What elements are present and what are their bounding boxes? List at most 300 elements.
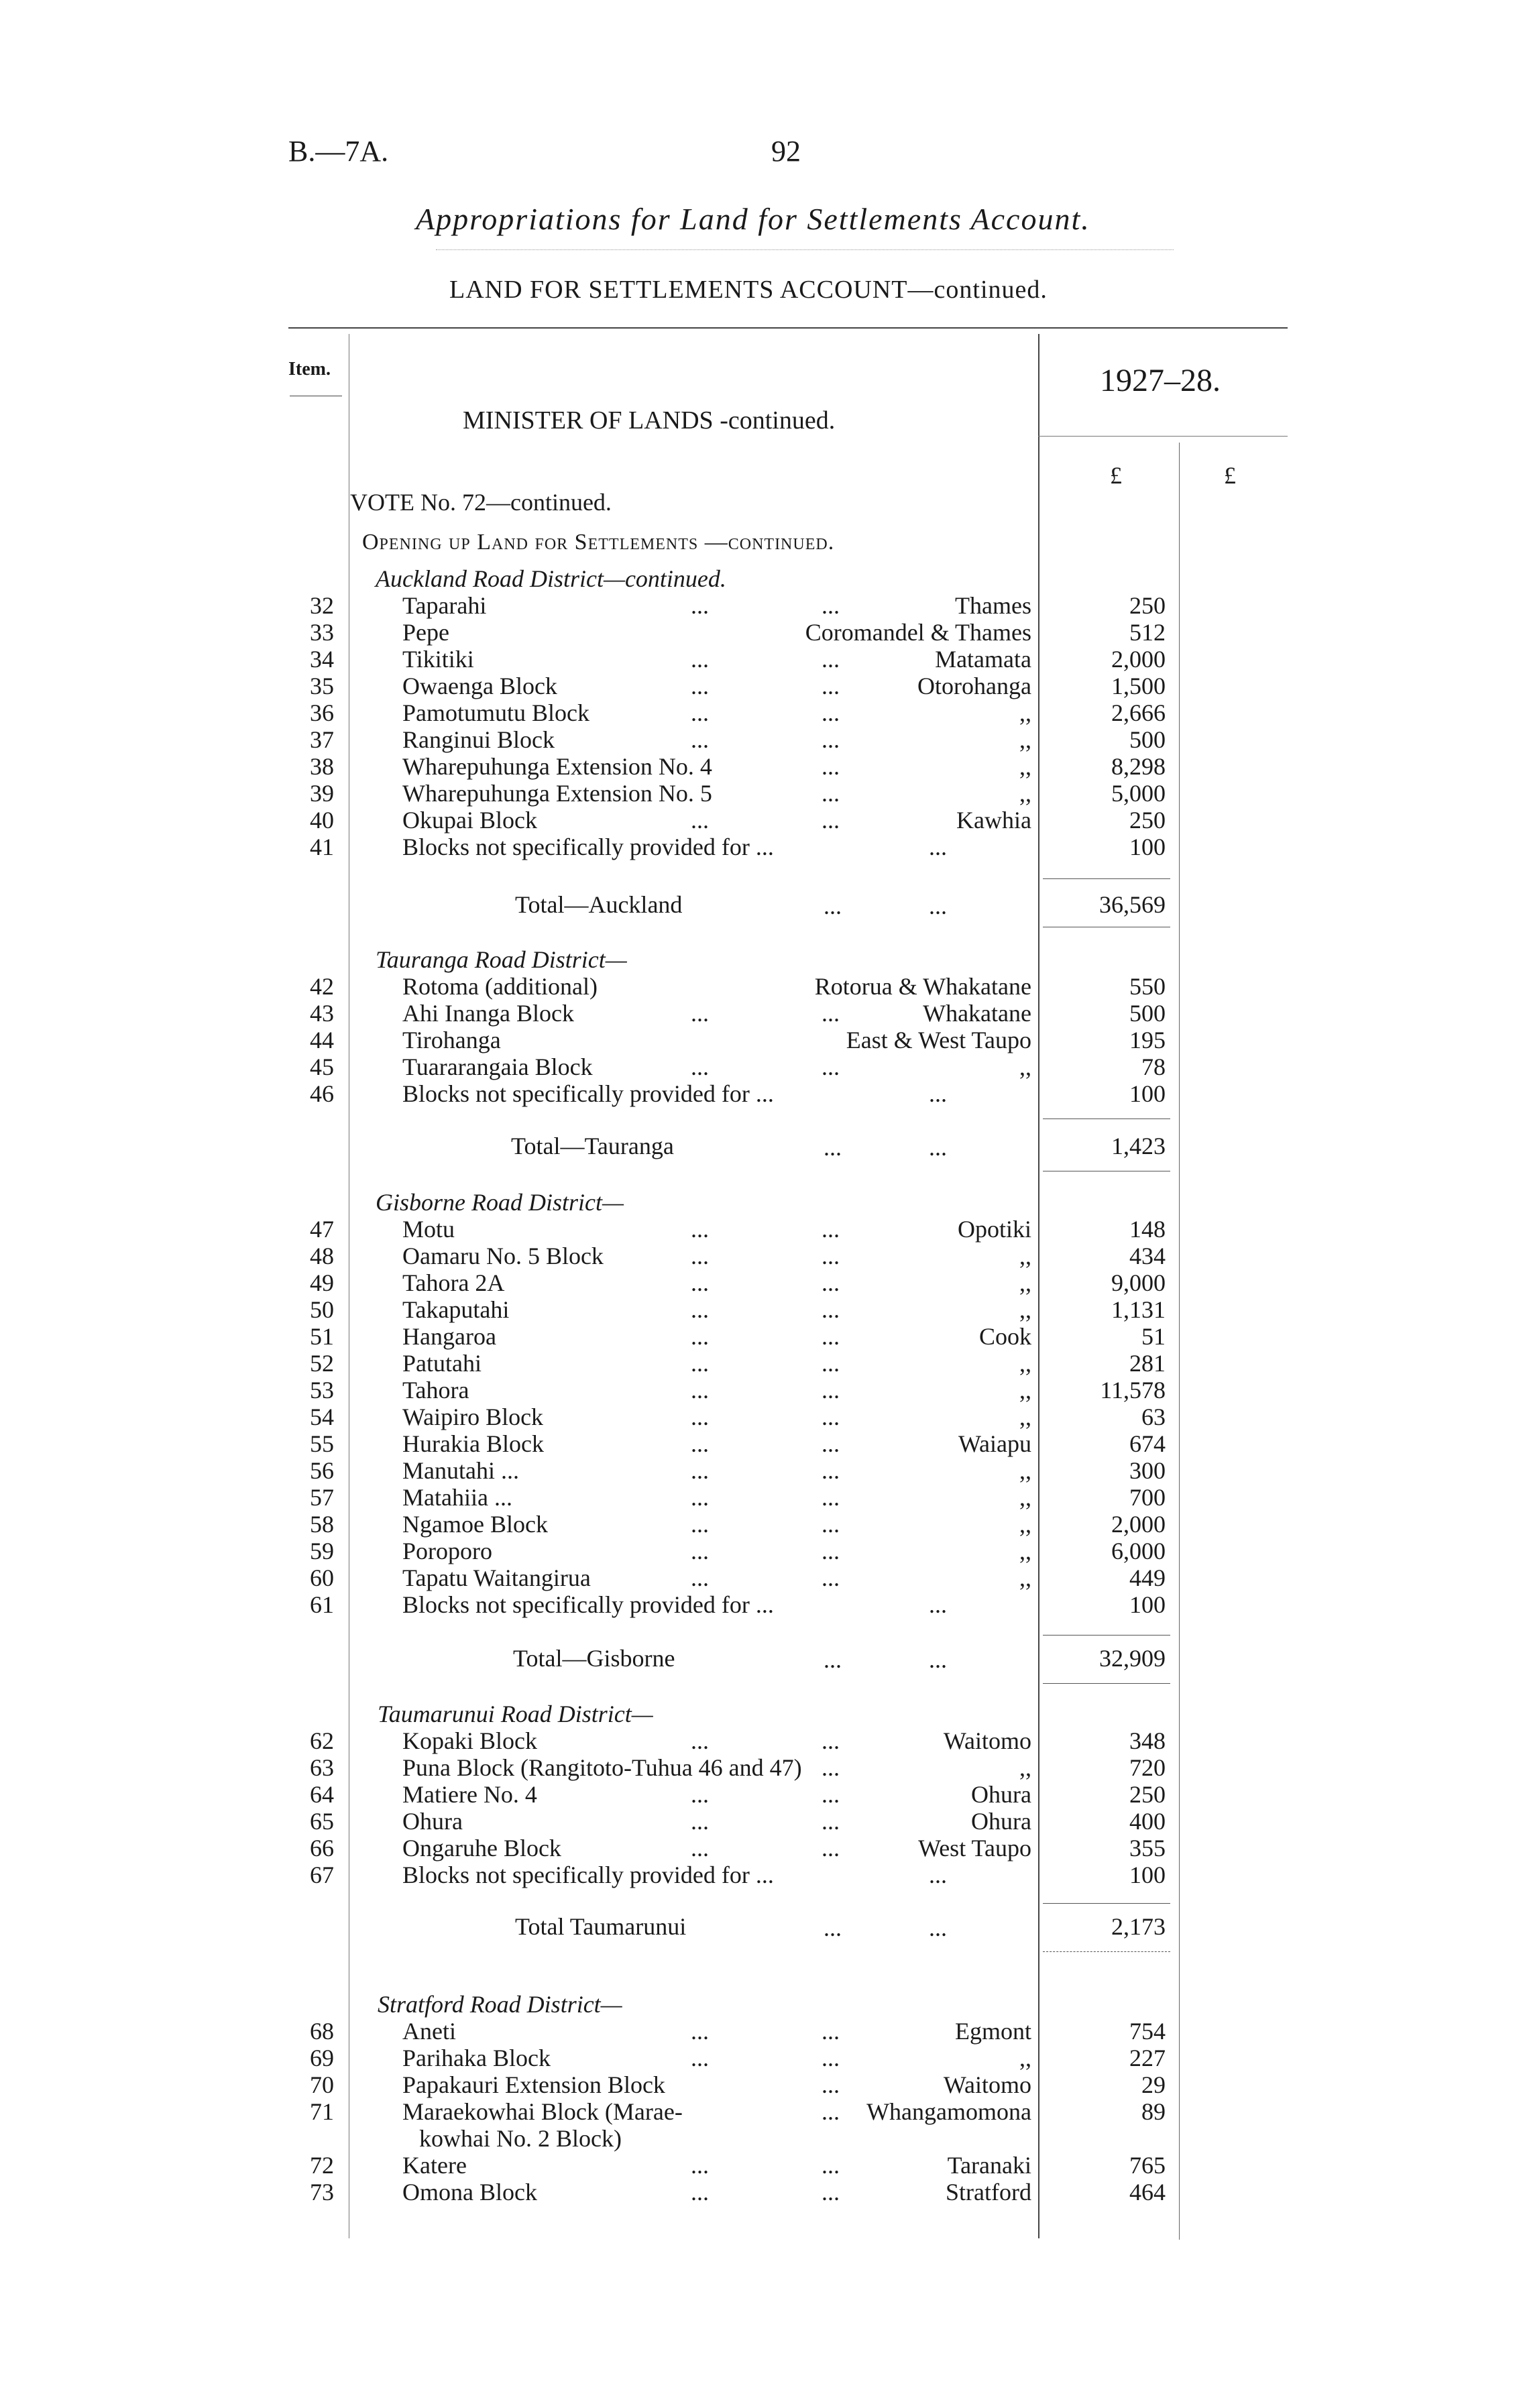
leader-dots: ... [822,2045,840,2071]
leader-dots: ... [822,673,840,699]
land-block-name: Pepe [402,619,449,646]
item-number: 68 [310,2018,334,2045]
district-name: ,, [1019,2045,1031,2071]
doc-ref: B.—7A. [288,135,389,168]
district-name: ,, [1019,1269,1031,1296]
leader-dots: ... [822,2018,840,2045]
leader-dots: ... [691,2045,709,2071]
district-name: ,, [1019,1053,1031,1080]
leader-dots: ... [691,1835,709,1861]
item-number: 66 [310,1835,334,1861]
item-number: 71 [310,2098,334,2125]
leader-dots: ... [822,1430,840,1457]
table-row [0,1430,1521,1456]
district-name: Waiapu [958,1430,1031,1457]
item-number: 34 [310,646,334,673]
table-row [0,1403,1521,1430]
leader-dots: ... [822,2152,840,2179]
district-name: Kawhia [956,807,1031,834]
item-number: 59 [310,1538,334,1564]
amount-value: 29 [1141,2071,1166,2098]
item-number: 62 [310,1727,334,1754]
land-block-name: Ngamoe Block [402,1511,548,1538]
total-dots: ... [929,893,947,919]
land-block-name: Wharepuhunga Extension No. 5 [402,780,712,807]
land-block-name: Patutahi [402,1350,482,1377]
total-label-taumarunui: Total Taumarunui [515,1913,687,1940]
leader-dots: ... [822,1457,840,1484]
table-row [0,999,1521,1026]
district-name: Ohura [971,1808,1031,1835]
minister-header: MINISTER OF LANDS -continued. [463,406,836,435]
table-row [0,672,1521,699]
land-block-name: Blocks not specifically provided for ... [402,834,774,860]
item-number: 51 [310,1323,334,1350]
land-block-name: Okupai Block [402,807,537,834]
district-name: Stratford [946,2179,1031,2205]
district-name: Waitomo [943,1727,1031,1754]
amount-value: 300 [1129,1457,1166,1484]
land-block-name: Pamotumutu Block [402,699,589,726]
land-block-name: Wharepuhunga Extension No. 4 [402,753,712,780]
leader-dots: ... [691,1053,709,1080]
leader-dots: ... [822,753,840,780]
leader-dots: ... [691,1484,709,1511]
leader-dots: ... [822,1323,840,1350]
district-name: ,, [1019,1564,1031,1591]
total-dots: ... [929,1914,947,1941]
table-row [0,699,1521,726]
total-dots: ... [824,1914,842,1941]
land-block-name: Tuararangaia Block [402,1053,593,1080]
table-row [0,1564,1521,1591]
total-label-tauranga: Total—Tauranga [511,1133,674,1159]
leader-dots: ... [822,1403,840,1430]
district-heading-auckland: Auckland Road District—continued. [376,565,726,592]
amount-value: 100 [1129,1080,1166,1107]
district-name: Thames [955,592,1031,619]
item-number: 42 [310,973,334,1000]
amount-value: 449 [1129,1564,1166,1591]
leader-dots: ... [822,1511,840,1538]
district-name: ... [929,834,947,860]
leader-dots: ... [822,1243,840,1269]
leader-dots: ... [691,726,709,753]
land-block-name: Papakauri Extension Block [402,2071,665,2098]
leader-dots: ... [822,1350,840,1377]
item-number: 38 [310,753,334,780]
land-block-name: Blocks not specifically provided for ... [402,1861,774,1888]
amount-value: 720 [1129,1754,1166,1781]
item-number: 43 [310,1000,334,1027]
district-name: ,, [1019,1243,1031,1269]
district-name: Otorohanga [917,673,1031,699]
amount-value: 2,000 [1111,646,1166,673]
land-block-name: Tapatu Waitangirua [402,1564,591,1591]
leader-dots: ... [822,807,840,834]
amount-value: 78 [1141,1053,1166,1080]
table-row [0,2151,1521,2178]
item-number: 33 [310,619,334,646]
item-number: 53 [310,1377,334,1403]
district-name: Egmont [955,2018,1031,2045]
table-row [0,2178,1521,2205]
leader-dots: ... [691,2152,709,2179]
land-block-name: Ranginui Block [402,726,555,753]
amount-value: 355 [1129,1835,1166,1861]
district-name: Matamata [935,646,1031,673]
amount-value: 2,000 [1111,1511,1166,1538]
leader-dots: ... [691,1564,709,1591]
amount-value: 700 [1129,1484,1166,1511]
land-block-name: Taparahi [402,592,487,619]
total-dots: ... [929,1646,947,1673]
table-row [0,2098,1521,2124]
district-name: Waitomo [943,2071,1031,2098]
page-number: 92 [771,135,801,168]
land-block-name: Rotoma (additional) [402,973,598,1000]
amount-value: 51 [1141,1323,1166,1350]
item-number: 48 [310,1243,334,1269]
total-dots: ... [824,1134,842,1161]
currency-symbol-1: £ [1110,462,1122,489]
leader-dots: ... [822,1835,840,1861]
leader-dots: ... [691,1808,709,1835]
district-name: Ohura [971,1781,1031,1808]
item-number: 67 [310,1861,334,1888]
district-name: ,, [1019,1754,1031,1781]
land-block-name: Matahiia ... [402,1484,512,1511]
total-amount-tauranga: 1,423 [1111,1133,1166,1159]
table-row [0,806,1521,833]
district-name: ,, [1019,726,1031,753]
leader-dots: ... [822,1377,840,1403]
item-number: 44 [310,1027,334,1053]
leader-dots: ... [691,1457,709,1484]
total-dots: ... [929,1134,947,1161]
table-row [0,1861,1521,1888]
item-number: 65 [310,1808,334,1835]
table-row [0,779,1521,806]
table-row [0,1376,1521,1403]
table-row [0,1727,1521,1754]
leader-dots: ... [691,807,709,834]
land-block-name: Manutahi ... [402,1457,519,1484]
item-number: 60 [310,1564,334,1591]
table-row [0,1483,1521,1510]
amount-value: 500 [1129,1000,1166,1027]
district-name: ,, [1019,699,1031,726]
land-block-name: Owaenga Block [402,673,557,699]
total-dots: ... [824,893,842,919]
land-block-name: Ongaruhe Block [402,1835,561,1861]
table-row [0,1537,1521,1564]
land-block-name: Ahi Inanga Block [402,1000,574,1027]
table-row [0,645,1521,672]
amount-value: 9,000 [1111,1269,1166,1296]
land-block-name: Tirohanga [402,1027,501,1053]
district-name: ,, [1019,1296,1031,1323]
leader-dots: ... [691,1538,709,1564]
total-dots: ... [824,1646,842,1673]
leader-dots: ... [822,1564,840,1591]
section-heading: Opening up Land for Settlements —continued. [362,530,835,555]
leader-dots: ... [822,1269,840,1296]
leader-dots: ... [691,1323,709,1350]
leader-dots: ... [691,646,709,673]
district-name: Taranaki [947,2152,1031,2179]
amount-value: 765 [1129,2152,1166,2179]
table-row [0,1296,1521,1322]
leader-dots: ... [822,1484,840,1511]
table-row [0,618,1521,645]
amount-value: 281 [1129,1350,1166,1377]
table-row [0,1807,1521,1834]
item-number: 70 [310,2071,334,2098]
district-name: Whakatane [923,1000,1031,1027]
leader-dots: ... [691,2179,709,2205]
section-subtitle [449,275,1048,304]
land-block-name: Ohura [402,1808,463,1835]
land-block-name: Motu [402,1216,455,1243]
land-block-name: Tahora 2A [402,1269,505,1296]
amount-value: 89 [1141,2098,1166,2125]
leader-dots: ... [691,592,709,619]
item-column-header: Item. [288,359,331,380]
item-number: 41 [310,834,334,860]
amount-value: 550 [1129,973,1166,1000]
land-block-name: Tahora [402,1377,469,1403]
leader-dots: ... [822,1538,840,1564]
table-row [0,591,1521,618]
land-block-name: Omona Block [402,2179,537,2205]
land-block-name: Matiere No. 4 [402,1781,537,1808]
leader-dots: ... [822,2071,840,2098]
land-block-name: Hangaroa [402,1323,496,1350]
land-block-name: Puna Block (Rangitoto-Tuhua 46 and 47) [402,1754,802,1781]
table-row [0,1834,1521,1861]
leader-dots: ... [822,726,840,753]
land-block-name: Maraekowhai Block (Marae- [402,2098,683,2125]
amount-value: 2,666 [1111,699,1166,726]
amount-value: 148 [1129,1216,1166,1243]
item-number: 58 [310,1511,334,1538]
leader-dots: ... [691,1350,709,1377]
leader-dots: ... [691,1727,709,1754]
item-number: 63 [310,1754,334,1781]
land-block-name: Katere [402,2152,467,2179]
item-number: 32 [310,592,334,619]
table-row [0,2071,1521,2098]
amount-value: 464 [1129,2179,1166,2205]
table-row [0,972,1521,999]
land-block-name: Parihaka Block [402,2045,551,2071]
table-row [0,2044,1521,2071]
item-number: 61 [310,1591,334,1618]
table-row [0,1242,1521,1269]
amount-value: 227 [1129,2045,1166,2071]
year-header-rule [1038,436,1288,437]
district-name: Rotorua & Whakatane [814,973,1031,1000]
leader-dots: ... [691,1781,709,1808]
land-block-name: Poroporo [402,1538,492,1564]
table-row [0,1322,1521,1349]
amount-value: 100 [1129,1591,1166,1618]
item-number: 47 [310,1216,334,1243]
leader-dots: ... [822,1296,840,1323]
item-number: 49 [310,1269,334,1296]
total-underline-gisborne [1043,1683,1170,1684]
item-number: 69 [310,2045,334,2071]
table-row [0,1591,1521,1617]
district-heading-stratford: Stratford Road District— [378,1991,622,2018]
land-block-name: Waipiro Block [402,1403,544,1430]
land-block-name: Aneti [402,2018,456,2045]
leader-dots: ... [691,1403,709,1430]
leader-dots: ... [822,592,840,619]
district-name: West Taupo [918,1835,1031,1861]
table-row [0,2017,1521,2044]
amount-value: 250 [1129,592,1166,619]
leader-dots: ... [691,1377,709,1403]
district-name: Opotiki [957,1216,1031,1243]
total-rule-taumarunui [1043,1903,1170,1904]
leader-dots: ... [822,780,840,807]
total-amount-auckland: 36,569 [1099,891,1166,918]
land-block-name: Blocks not specifically provided for ... [402,1080,774,1107]
amount-value: 754 [1129,2018,1166,2045]
leader-dots: ... [691,699,709,726]
amount-value: 100 [1129,834,1166,860]
year-header: 1927–28. [1100,363,1221,398]
land-block-name-continued: kowhai No. 2 Block) [419,2125,622,2152]
leader-dots: ... [691,2018,709,2045]
district-name: ... [929,1861,947,1888]
district-name: ,, [1019,780,1031,807]
total-label-auckland: Total—Auckland [515,891,683,918]
total-rule-gisborne [1043,1635,1170,1636]
amount-value: 348 [1129,1727,1166,1754]
vote-heading: VOTE No. 72—continued. [350,489,612,516]
leader-dots: ... [822,1781,840,1808]
item-number: 73 [310,2179,334,2205]
land-block-name: Kopaki Block [402,1727,537,1754]
table-row [0,1026,1521,1053]
leader-dots: ... [822,2179,840,2205]
land-block-name: Oamaru No. 5 Block [402,1243,604,1269]
leader-dots: ... [691,1430,709,1457]
district-name: ,, [1019,1403,1031,1430]
leader-dots: ... [822,1808,840,1835]
land-block-name: Hurakia Block [402,1430,544,1457]
item-number: 39 [310,780,334,807]
page-title: Appropriations for Land for Settlements Account. [416,202,1090,236]
amount-value: 512 [1129,619,1166,646]
table-row [0,1349,1521,1376]
item-number: 64 [310,1781,334,1808]
table-row [0,726,1521,752]
item-number: 40 [310,807,334,834]
item-number: 46 [310,1080,334,1107]
table-row [0,752,1521,779]
leader-dots: ... [822,699,840,726]
district-name: East & West Taupo [846,1027,1031,1053]
amount-value: 500 [1129,726,1166,753]
amount-value: 250 [1129,1781,1166,1808]
leader-dots: ... [691,1000,709,1027]
leader-dots: ... [691,1269,709,1296]
district-name: ... [929,1080,947,1107]
amount-value: 100 [1129,1861,1166,1888]
item-number: 50 [310,1296,334,1323]
district-heading-taumarunui: Taumarunui Road District— [378,1701,653,1727]
district-name: Cook [978,1323,1031,1350]
total-rule-auckland [1043,878,1170,879]
item-number: 35 [310,673,334,699]
amount-value: 8,298 [1111,753,1166,780]
amount-value: 6,000 [1111,1538,1166,1564]
land-block-name: Takaputahi [402,1296,510,1323]
amount-value: 250 [1129,807,1166,834]
land-block-name: Blocks not specifically provided for ... [402,1591,774,1618]
amount-value: 11,578 [1100,1377,1166,1403]
district-name: ,, [1019,1538,1031,1564]
district-name: ,, [1019,1457,1031,1484]
item-number: 36 [310,699,334,726]
amount-value: 195 [1129,1027,1166,1053]
subtitle-text: LAND FOR SETTLEMENTS ACCOUNT—continued. [449,276,1048,304]
item-number: 45 [310,1053,334,1080]
district-name: ,, [1019,753,1031,780]
table-top-rule [288,327,1288,329]
table-row [0,1754,1521,1780]
total-amount-taumarunui: 2,173 [1111,1913,1166,1940]
district-name: Whangamomona [866,2098,1031,2125]
table-row [0,1053,1521,1080]
item-number: 37 [310,726,334,753]
leader-dots: ... [691,673,709,699]
amount-value: 674 [1129,1430,1166,1457]
district-name: ,, [1019,1377,1031,1403]
leader-dots: ... [822,1727,840,1754]
currency-symbol-2: £ [1224,462,1236,489]
land-block-name: Tikitiki [402,646,474,673]
table-row [0,1780,1521,1807]
leader-dots: ... [691,1216,709,1243]
district-heading-gisborne: Gisborne Road District— [376,1189,624,1216]
leader-dots: ... [691,1296,709,1323]
amount-value: 5,000 [1111,780,1166,807]
district-name: ... [929,1591,947,1618]
leader-dots: ... [691,1243,709,1269]
district-heading-tauranga: Tauranga Road District— [376,946,627,973]
table-row [0,1510,1521,1537]
leader-dots: ... [822,1053,840,1080]
leader-dots: ... [822,1000,840,1027]
title-dotted-rule [436,249,1174,250]
amount-value: 400 [1129,1808,1166,1835]
table-row [0,1269,1521,1296]
item-number: 54 [310,1403,334,1430]
district-name: ,, [1019,1511,1031,1538]
total-underline-taumarunui [1043,1951,1170,1952]
amount-value: 434 [1129,1243,1166,1269]
district-name: ,, [1019,1484,1031,1511]
total-amount-gisborne: 32,909 [1099,1645,1166,1672]
item-number: 72 [310,2152,334,2179]
item-number: 57 [310,1484,334,1511]
table-row [0,1215,1521,1242]
